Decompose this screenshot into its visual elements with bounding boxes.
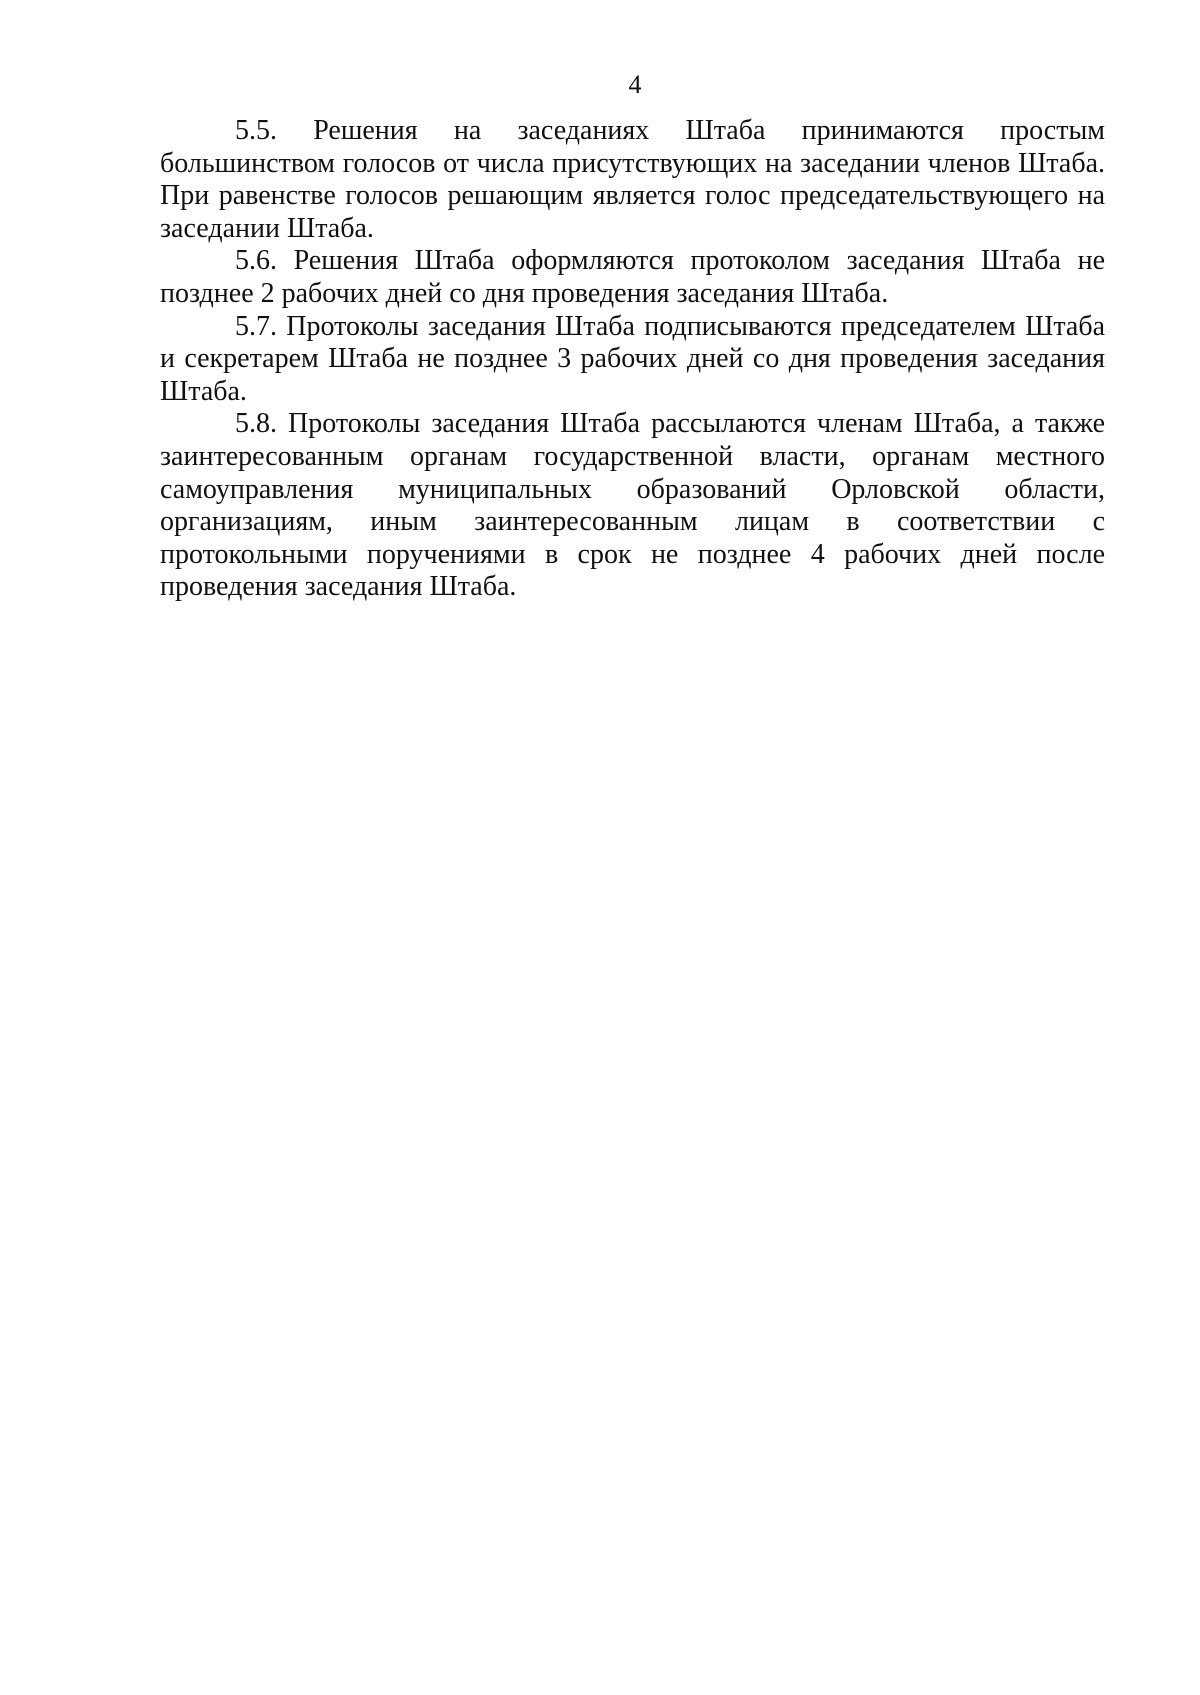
page-number: 4 [628,70,642,99]
paragraph-5-6: 5.6. Решения Штаба оформляются протоколом заседания Штаба не позднее 2 рабочих дней со дня проведения заседания Штаба. [160,245,1105,309]
paragraph-5-7: 5.7. Протоколы заседания Штаба подписываются председателем Штаба и секретарем Штаба не позднее 3 рабочих дней со дня проведения заседания Штаба. [160,310,1105,407]
paragraph-5-8: 5.8. Протоколы заседания Штаба рассылаются членам Штаба, а также заинтересованным органам государственной власти, органам местного самоуправления муниципальных образований Орловской области, организациям, иным заинтересованным лицам в соответствии с протокольными поручениями в срок не позднее 4 рабочих дней после проведения заседания Штаба. [160,408,1105,603]
paragraph-5-5: 5.5. Решения на заседаниях Штаба принимаются простым большинством голосов от числа присутствующих на заседании членов Штаба. При равенстве голосов решающим является голос председательствующего на заседании Штаба. [160,115,1105,244]
document-body [160,115,1105,604]
